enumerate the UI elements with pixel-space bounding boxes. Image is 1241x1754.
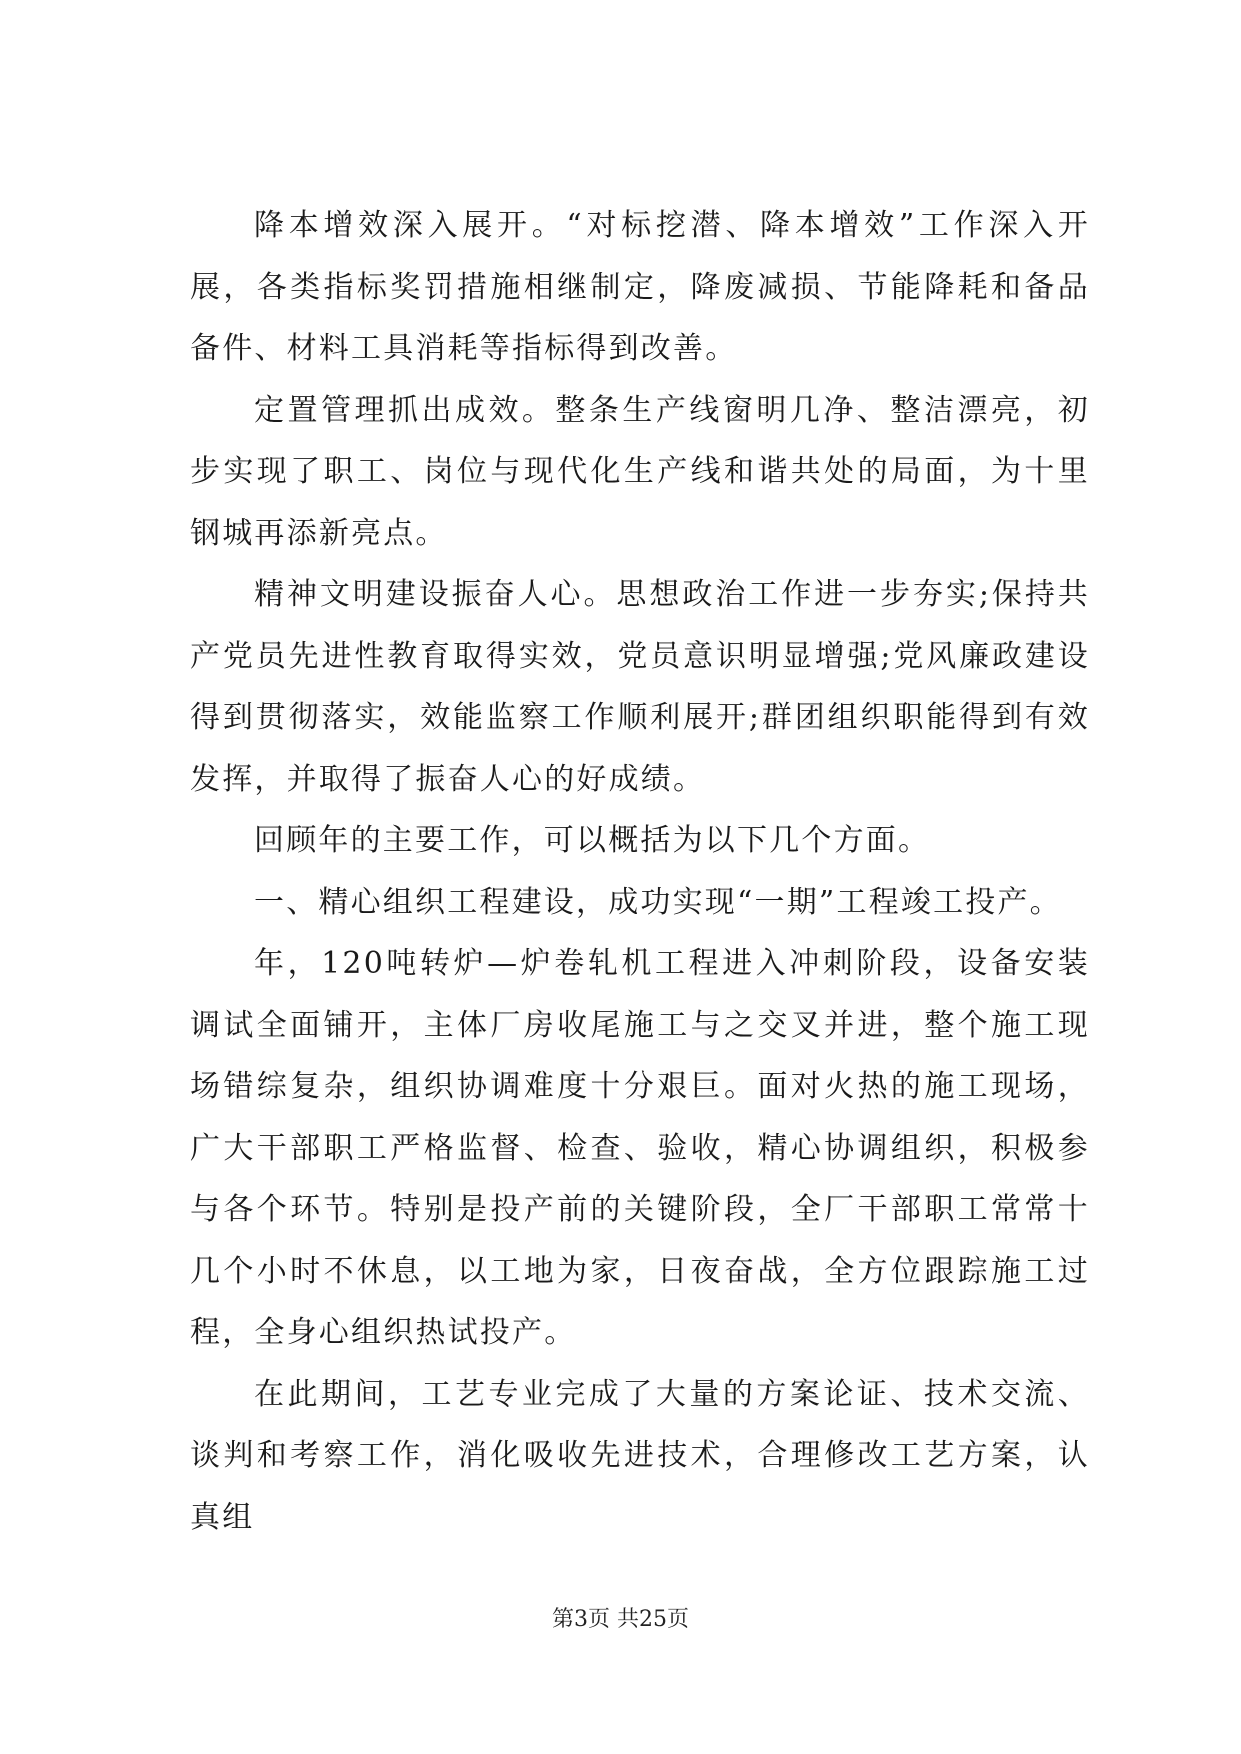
paragraph-project-construction: 年，120吨转炉—炉卷轧机工程进入冲刺阶段，设备安装调试全面铺开，主体厂房收尾施工与之交叉并进，整个施工现场错综复杂，组织协调难度十分艰巨。面对火热的施工现场，广大干部职工严格监督、检查、验收，精心协调组织，积极参与各个环节。特别是投产前的关键阶段，全厂干部职工常常十几个小时不休息，以工地为家，日夜奋战，全方位跟踪施工过程，全身心组织热试投产。 (190, 946, 1090, 1350)
section-heading-1: 一、精心组织工程建设，成功实现“一期”工程竣工投产。 (254, 884, 1062, 920)
paragraph-site-management: 定置管理抓出成效。整条生产线窗明几净、整洁漂亮，初步实现了职工、岗位与现代化生产线和谐共处的局面，为十里钢城再添新亮点。 (190, 392, 1090, 551)
page-number-footer: 第3页 共25页 (552, 1607, 689, 1632)
document-body (190, 195, 1090, 1548)
paragraph-cost-reduction: 降本增效深入展开。“对标挖潜、降本增效”工作深入开展，各类指标奖罚措施相继制定，降废减损、节能降耗和备品备件、材料工具消耗等指标得到改善。 (190, 208, 1090, 366)
paragraph-review-intro: 回顾年的主要工作，可以概括为以下几个方面。 (254, 823, 931, 858)
paragraph-process-work: 在此期间，工艺专业完成了大量的方案论证、技术交流、谈判和考察工作，消化吸收先进技术，合理修改工艺方案，认真组 (190, 1376, 1090, 1535)
paragraph-spiritual-civilization: 精神文明建设振奋人心。思想政治工作进一步夯实;保持共产党员先进性教育取得实效，党员意识明显增强;党风廉政建设得到贯彻落实，效能监察工作顺利展开;群团组织职能得到有效发挥，并取得了振奋人心的好成绩。 (190, 577, 1090, 797)
